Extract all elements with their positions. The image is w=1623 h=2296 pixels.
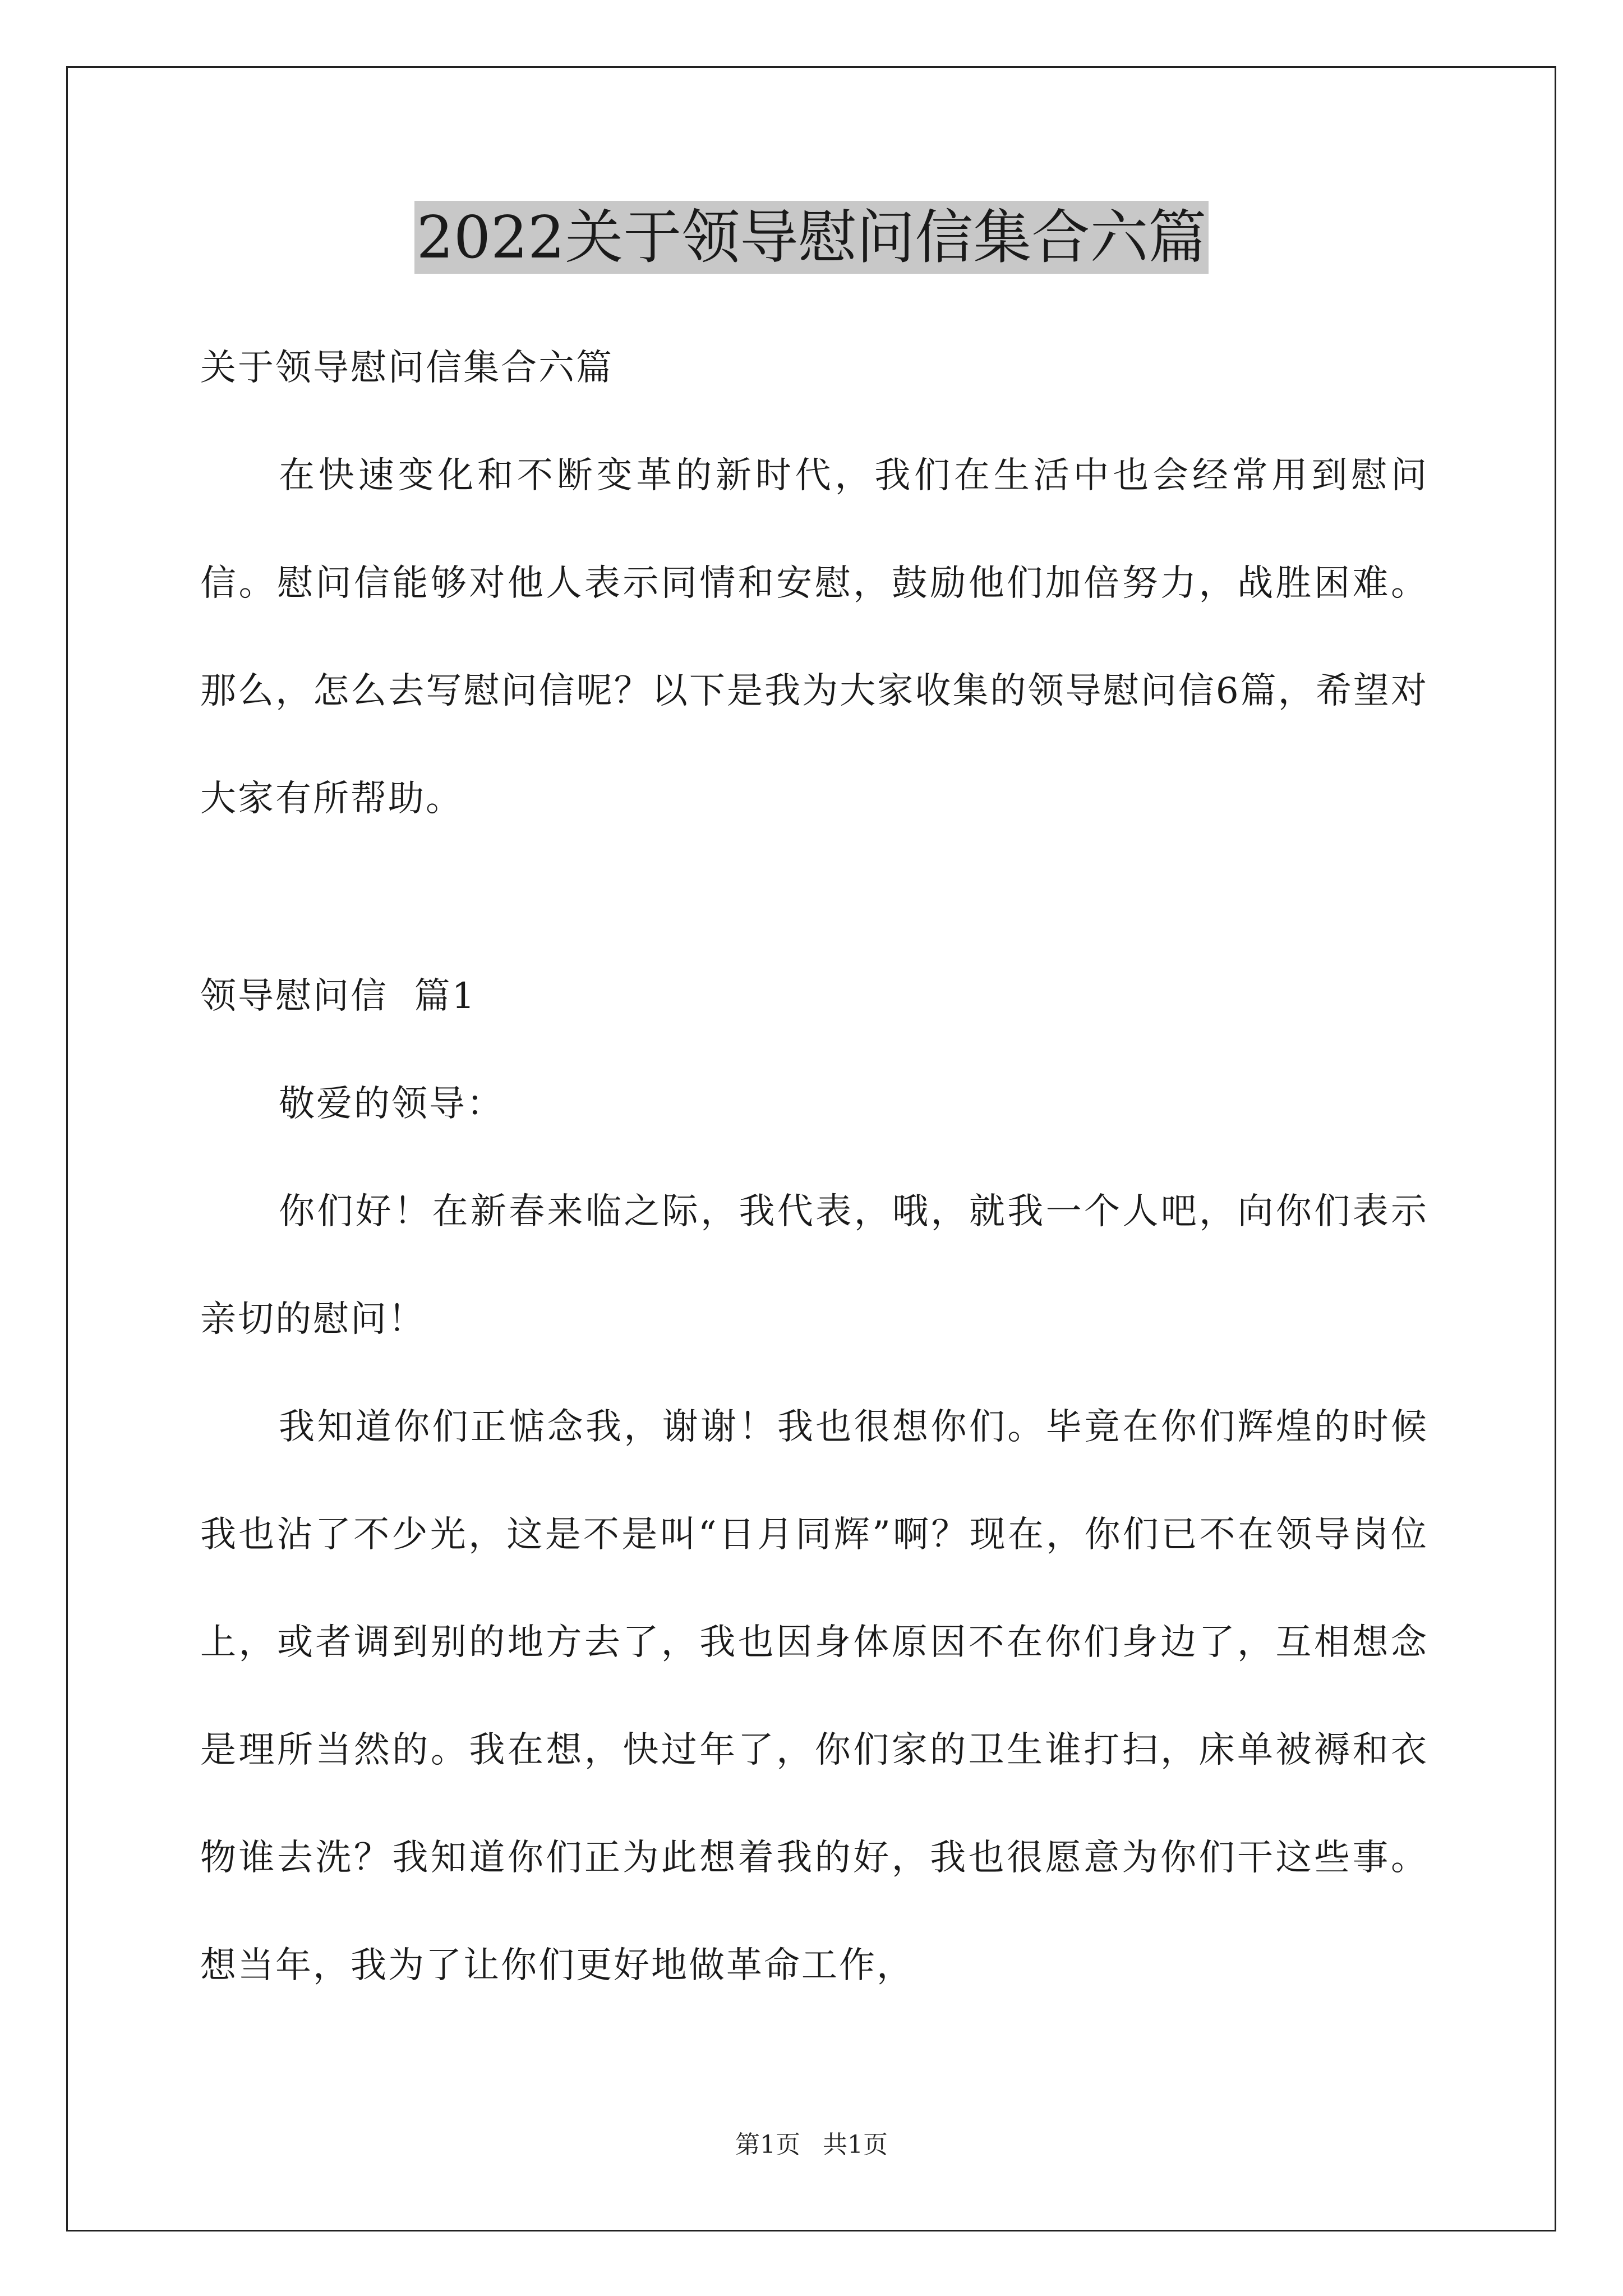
page-number: 第1页 <box>735 2131 800 2159</box>
spacer <box>200 853 1428 942</box>
document-subtitle: 关于领导慰问信集合六篇 <box>200 347 614 389</box>
section-heading: 领导慰问信 篇1 <box>200 976 477 1017</box>
salutation: 敬爱的领导： <box>279 1083 504 1125</box>
intro-paragraph: 在快速变化和不断变革的新时代，我们在生活中也会经常用到慰问信。慰问信能够对他人表示同情和安慰，鼓励他们加倍努力，战胜困难。那么，怎么去写慰问信呢？以下是我为大家收集的领导慰问信6篇，希望对大家有所帮助。 <box>200 455 1428 820</box>
document-body <box>200 314 1428 2019</box>
page-total: 共1页 <box>823 2131 888 2159</box>
page-footer <box>0 2129 1623 2161</box>
body-paragraph-2: 我知道你们正惦念我，谢谢！我也很想你们。毕竟在你们辉煌的时候我也沾了不少光，这是不是叫“日月同辉”啊？现在，你们已不在领导岗位上，或者调到别的地方去了，我也因身体原因不在你们身边了，互相想念是理所当然的。我在想，快过年了，你们家的卫生谁打扫，床单被褥和衣物谁去洗？我知道你们正为此想着我的好，我也很愿意为你们干这些事。想当年，我为了让你们更好地做革命工作， <box>200 1406 1428 1986</box>
body-paragraph-1: 你们好！在新春来临之际，我代表，哦，就我一个人吧，向你们表示亲切的慰问！ <box>200 1191 1428 1340</box>
document-title: 2022关于领导慰问信集合六篇 <box>414 201 1209 274</box>
title-container <box>0 201 1623 274</box>
